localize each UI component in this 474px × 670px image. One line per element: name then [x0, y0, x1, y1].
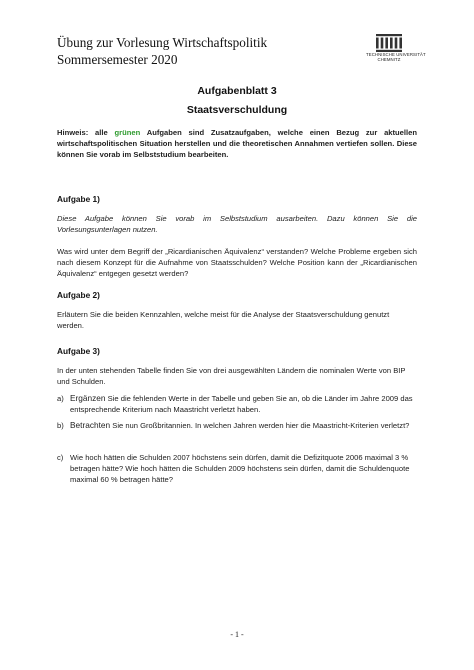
logo-text-line2: CHEMNITZ	[377, 57, 401, 62]
hint-rest: Aufgaben sind Zusatzaufgaben, welche einen Bezug zur aktuellen wirtschaftspolitischen Situation herstellen und die theoretischen Annahmen vertiefen sollen. Diese können Sie vorab im Selbststudium bearbeiten.	[57, 128, 417, 159]
hint-green-word: grünen	[114, 128, 141, 137]
task1-question: Was wird unter dem Begriff der „Ricardianischen Äquivalenz“ verstanden? Welche Probleme ergeben sich nach diesem Konzept für die Aufnahme von Staatsschulden? Welche Position kann der „Ricardianischen Äquivalenz“ entgegen gesetzt werden?	[57, 247, 417, 278]
item-verb: Betrachten	[70, 420, 111, 430]
task3-item-a	[57, 393, 419, 415]
item-label: a)	[57, 394, 64, 403]
sheet-topic: Staatsverschuldung	[186, 104, 288, 116]
task3-intro: In der unten stehenden Tabelle finden Sie von drei ausgewählten Ländern die nominalen Werte von BIP und Schulden.	[57, 366, 406, 386]
item-label: b)	[57, 421, 64, 430]
university-logo	[366, 34, 426, 62]
task1-intro: Diese Aufgabe können Sie vorab im Selbststudium ausarbeiten. Dazu können Sie die Vorlesungsunterlagen nutzen.	[57, 214, 417, 234]
item-text: Sie die fehlenden Werte in der Tabelle und geben Sie an, ob die Länder im Jahre 2009 das entsprechende Kriterium nach Maastricht verletzt haben.	[70, 394, 413, 414]
item-verb: Ergänzen	[70, 393, 106, 403]
semester-label: Sommersemester 2020	[57, 52, 178, 67]
hint-lead: Hinweis: alle	[57, 128, 115, 137]
page-number: - 1 -	[230, 630, 244, 639]
tu-chemnitz-logo-icon	[376, 34, 402, 52]
item-text: Wie hoch hätten die Schulden 2007 höchstens sein dürfen, damit die Defizitquote 2006 maximal 3 % betragen hätte? Wie hoch hätten die Schulden 2009 höchstens sein dürfen, damit die Schuldenquote maximal 60 % betragen hätte?	[70, 453, 410, 484]
task2-heading: Aufgabe 2)	[57, 290, 100, 300]
hint-paragraph	[57, 127, 417, 160]
sheet-title: Aufgabenblatt 3	[197, 85, 277, 97]
task1-heading: Aufgabe 1)	[57, 194, 100, 204]
item-label: c)	[57, 453, 64, 462]
task2-text: Erläutern Sie die beiden Kennzahlen, welche meist für die Analyse der Staatsverschuldung genutzt werden.	[57, 310, 390, 330]
task3-item-c	[57, 452, 419, 485]
task3-item-b	[57, 420, 419, 431]
logo-text-line1: TECHNISCHE UNIVERSITÄT	[366, 52, 426, 57]
course-title: Übung zur Vorlesung Wirtschaftspolitik	[57, 35, 268, 50]
item-text: Sie nun Großbritannien. In welchen Jahren werden hier die Maastricht-Kriterien verletzt?	[110, 421, 410, 430]
task3-heading: Aufgabe 3)	[57, 346, 100, 356]
